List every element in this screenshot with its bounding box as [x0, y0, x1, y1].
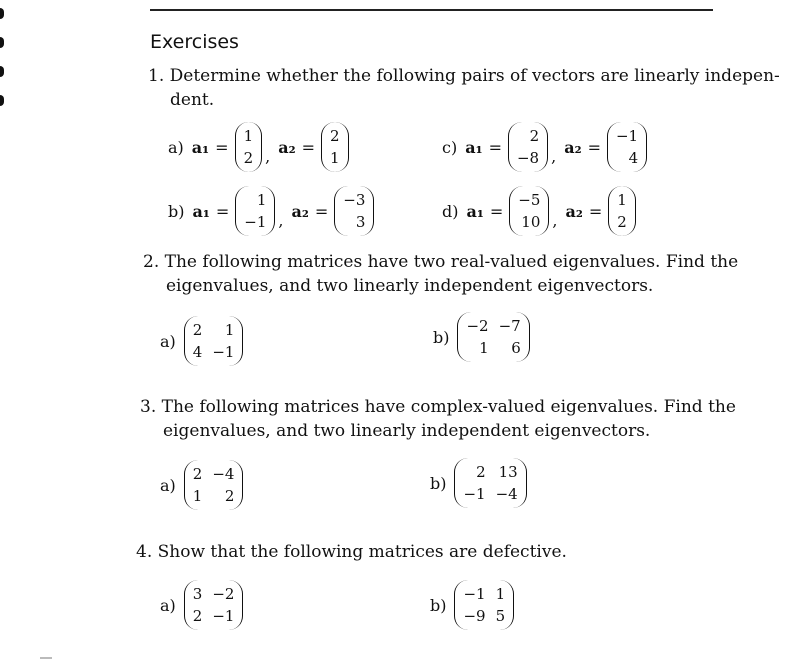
vector-entry: 4	[628, 149, 639, 167]
comma: ,	[551, 147, 557, 166]
vector-entry: −3	[343, 191, 366, 209]
problem-3-part-b	[430, 458, 527, 508]
equals-sign: =	[314, 201, 329, 221]
vector-entry: 1	[329, 149, 340, 167]
vector-entry: 10	[521, 213, 541, 231]
column-vector	[235, 186, 275, 236]
vector-entry: 3	[355, 213, 366, 231]
matrix-entry: −9	[463, 607, 486, 625]
column-vector	[608, 186, 636, 236]
part-label: a)	[160, 331, 176, 351]
vector-name: a₂	[565, 201, 583, 221]
matrix-entry: −1	[463, 485, 486, 503]
part-label: a)	[168, 137, 184, 157]
problem-3-line-2: eigenvalues, and two linearly independent eigenvectors.	[163, 421, 651, 441]
problem-3-line-1: 3. The following matrices have complex-valued eigenvalues. Find the	[140, 397, 736, 417]
problem-4-part-a	[160, 580, 243, 630]
column-vector	[334, 186, 374, 236]
matrix-entry: 1	[479, 339, 489, 357]
vector-entry: −5	[518, 191, 541, 209]
vector-name: a₁	[192, 201, 210, 221]
vector-entry: 1	[243, 127, 254, 145]
column-vector	[508, 122, 548, 172]
equals-sign: =	[588, 201, 603, 221]
vector-entry: 2	[329, 127, 340, 145]
column-vector	[235, 122, 263, 172]
problem-2-part-b	[433, 312, 530, 362]
top-rule	[150, 9, 713, 11]
matrix-entry: 1	[224, 321, 235, 339]
matrix-entry: 5	[495, 607, 506, 625]
matrix	[184, 580, 244, 630]
matrix-entry: 1	[495, 585, 506, 603]
comma: ,	[278, 211, 284, 230]
problem-2-line-2: eigenvalues, and two linearly independent eigenvectors.	[166, 276, 654, 296]
matrix	[457, 312, 529, 362]
problem-1-part-d	[442, 186, 636, 236]
problem-1-line-1: 1. Determine whether the following pairs of vectors are linearly indepen-	[148, 66, 780, 86]
vector-entry: −8	[516, 149, 540, 167]
edge-mark	[0, 8, 4, 19]
part-label: d)	[442, 201, 459, 221]
edge-mark	[0, 66, 4, 77]
vector-name: a₂	[291, 201, 309, 221]
vector-entry: 1	[617, 191, 627, 209]
matrix-entry: 2	[192, 321, 203, 339]
vector-entry: 2	[617, 213, 627, 231]
vector-entry: −1	[615, 127, 639, 145]
equals-sign: =	[489, 201, 504, 221]
matrix-entry: −2	[466, 317, 489, 335]
matrix-entry: 2	[192, 607, 203, 625]
comma: ,	[552, 211, 558, 230]
problem-1-part-b	[168, 186, 374, 236]
part-label: b)	[430, 473, 447, 493]
column-vector	[321, 122, 349, 172]
problem-4-part-b	[430, 580, 514, 630]
part-label: a)	[160, 475, 176, 495]
matrix-entry: −4	[495, 485, 518, 503]
matrix-entry: 13	[498, 463, 518, 481]
vector-entry: 2	[529, 127, 540, 145]
matrix-entry: −7	[498, 317, 521, 335]
column-vector	[509, 186, 549, 236]
vector-name: a₁	[465, 137, 483, 157]
vector-name: a₂	[278, 137, 296, 157]
matrix-entry: 3	[192, 585, 203, 603]
vector-name: a₁	[466, 201, 484, 221]
edge-mark	[0, 37, 4, 48]
matrix-entry: −4	[212, 465, 235, 483]
matrix-entry: 6	[511, 339, 521, 357]
vector-name: a₁	[191, 137, 210, 157]
problem-2-part-a	[160, 316, 243, 366]
part-label: a)	[160, 595, 176, 615]
problem-2-line-1: 2. The following matrices have two real-valued eigenvalues. Find the	[143, 252, 739, 272]
matrix-entry: 2	[192, 465, 203, 483]
comma: ,	[265, 147, 271, 166]
matrix-entry: −1	[212, 343, 235, 361]
part-label: b)	[433, 327, 450, 347]
problem-4-line-1: 4. Show that the following matrices are defective.	[136, 542, 567, 562]
section-heading: Exercises	[150, 31, 239, 53]
matrix-entry: −1	[463, 585, 486, 603]
matrix-entry: 2	[476, 463, 486, 481]
equals-sign: =	[587, 137, 601, 157]
equals-sign: =	[301, 137, 315, 157]
matrix	[454, 458, 526, 508]
part-label: c)	[442, 137, 458, 157]
matrix-entry: 2	[224, 487, 235, 505]
matrix	[454, 580, 514, 630]
equals-sign: =	[488, 137, 502, 157]
problem-1-part-a	[168, 122, 349, 172]
part-label: b)	[168, 201, 185, 221]
edge-mark	[0, 95, 4, 106]
column-vector	[607, 122, 647, 172]
problem-1-part-c	[442, 122, 647, 172]
matrix	[184, 460, 244, 510]
problem-1-line-2: dent.	[170, 90, 215, 110]
matrix-entry: −1	[212, 607, 235, 625]
matrix	[184, 316, 244, 366]
matrix-entry: 1	[192, 487, 203, 505]
matrix-entry: −2	[212, 585, 235, 603]
vector-entry: 2	[243, 149, 254, 167]
equals-sign: =	[215, 201, 230, 221]
vector-name: a₂	[564, 137, 582, 157]
equals-sign: =	[215, 137, 229, 157]
matrix-entry: 4	[192, 343, 203, 361]
problem-3-part-a	[160, 460, 243, 510]
vector-entry: −1	[244, 213, 267, 231]
page-edge-mark	[40, 657, 52, 659]
part-label: b)	[430, 595, 447, 615]
vector-entry: 1	[256, 191, 267, 209]
